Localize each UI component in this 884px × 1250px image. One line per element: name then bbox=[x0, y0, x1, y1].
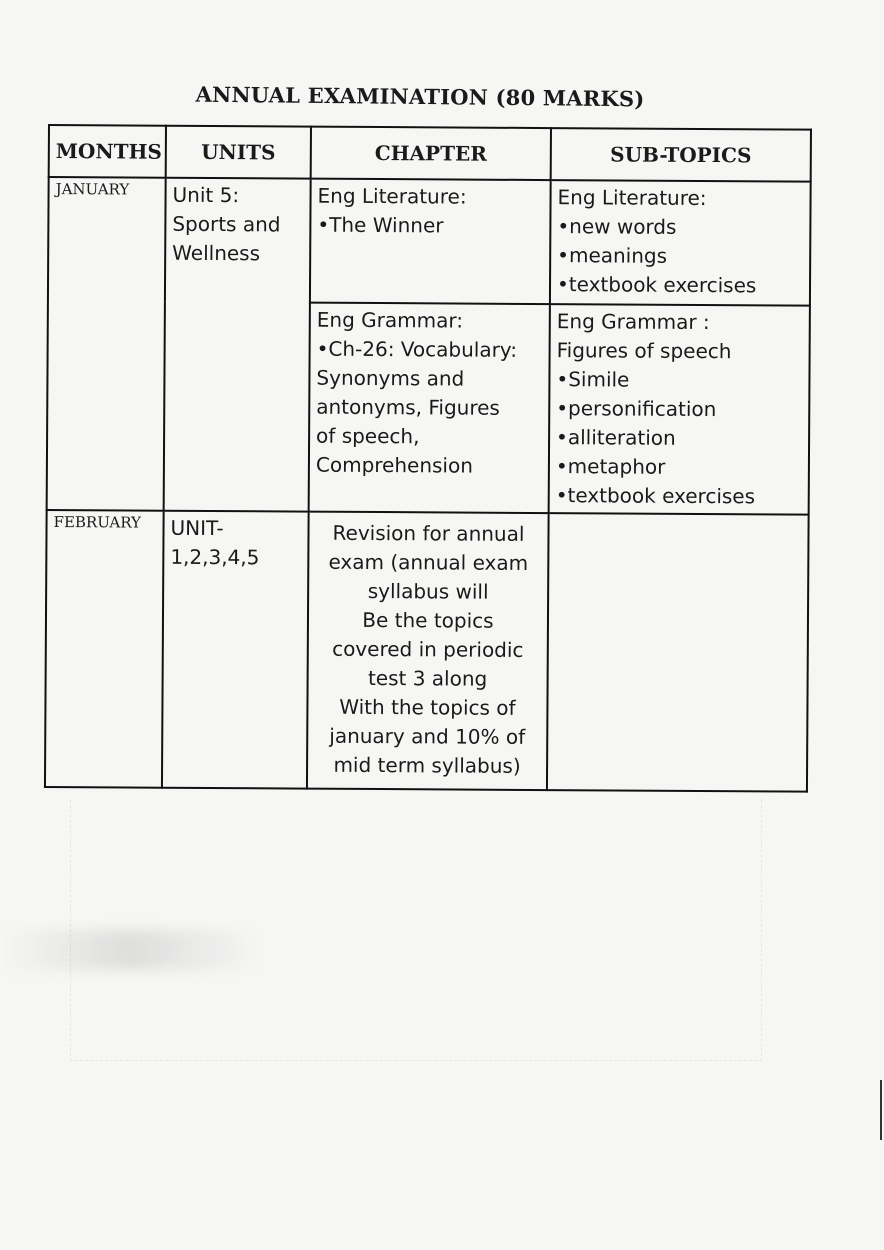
chapter-line: covered in periodic bbox=[332, 636, 524, 662]
chapter-grammar bbox=[309, 303, 550, 513]
page-edge-mark bbox=[880, 1080, 882, 1140]
chapter-line: of speech, bbox=[316, 423, 420, 449]
header-chapter: CHAPTER bbox=[311, 127, 551, 180]
table-row-february bbox=[45, 510, 809, 792]
header-row bbox=[49, 125, 811, 182]
unit-january bbox=[164, 178, 311, 512]
subtopics-grammar bbox=[549, 304, 810, 515]
chapter-line: With the topics of bbox=[339, 694, 516, 720]
chapter-line: syllabus will bbox=[367, 578, 489, 604]
subtopic-line: Eng Literature: bbox=[557, 185, 707, 211]
month-february: FEBRUARY bbox=[45, 510, 164, 788]
unit-line: 1,2,3,4,5 bbox=[170, 544, 260, 570]
header-months: MONTHS bbox=[49, 125, 166, 178]
table-row-january-literature bbox=[48, 177, 811, 306]
subtopic-line: •Simile bbox=[556, 367, 630, 392]
subtopics-february-empty bbox=[547, 513, 809, 792]
syllabus-table bbox=[44, 124, 812, 793]
header-units: UNITS bbox=[166, 126, 311, 179]
chapter-line: antonyms, Figures bbox=[316, 394, 500, 420]
subtopic-line: Figures of speech bbox=[556, 338, 732, 364]
chapter-line: Be the topics bbox=[362, 607, 494, 633]
page-title: ANNUAL EXAMINATION (80 MARKS) bbox=[195, 81, 645, 112]
subtopic-line: •personification bbox=[556, 396, 717, 422]
chapter-line: Revision for annual bbox=[332, 520, 525, 546]
subtopic-line: •textbook exercises bbox=[555, 483, 756, 509]
chapter-revision bbox=[307, 512, 549, 790]
unit-february bbox=[162, 511, 309, 789]
subtopic-line: •alliteration bbox=[556, 425, 676, 450]
unit-line: Unit 5: bbox=[172, 182, 240, 208]
chapter-line: Eng Grammar: bbox=[316, 307, 464, 333]
chapter-line: january and 10% of bbox=[329, 723, 526, 749]
subtopic-line: •textbook exercises bbox=[556, 272, 757, 298]
subtopic-line: Eng Grammar : bbox=[556, 309, 710, 335]
unit-line: UNIT- bbox=[170, 515, 224, 541]
header-subtopics: SUB-TOPICS bbox=[551, 128, 811, 182]
subtopics-literature bbox=[550, 180, 811, 306]
paper-smudge bbox=[0, 930, 260, 970]
chapter-line: Eng Literature: bbox=[317, 183, 467, 209]
chapter-line: •The Winner bbox=[317, 212, 444, 238]
chapter-literature bbox=[310, 179, 551, 304]
unit-line: Sports and bbox=[172, 211, 281, 237]
chapter-line: Comprehension bbox=[315, 452, 474, 478]
chapter-line: exam (annual exam bbox=[328, 549, 529, 575]
month-january: JANUARY bbox=[47, 177, 166, 511]
subtopic-line: •metaphor bbox=[555, 454, 666, 479]
subtopic-line: •meanings bbox=[557, 243, 668, 268]
unit-line: Wellness bbox=[172, 240, 261, 266]
chapter-line: •Ch-26: Vocabulary: bbox=[316, 336, 518, 362]
subtopic-line: •new words bbox=[557, 214, 677, 239]
chapter-line: mid term syllabus) bbox=[333, 752, 521, 778]
chapter-line: Synonyms and bbox=[316, 365, 465, 391]
chapter-line: test 3 along bbox=[367, 665, 488, 691]
